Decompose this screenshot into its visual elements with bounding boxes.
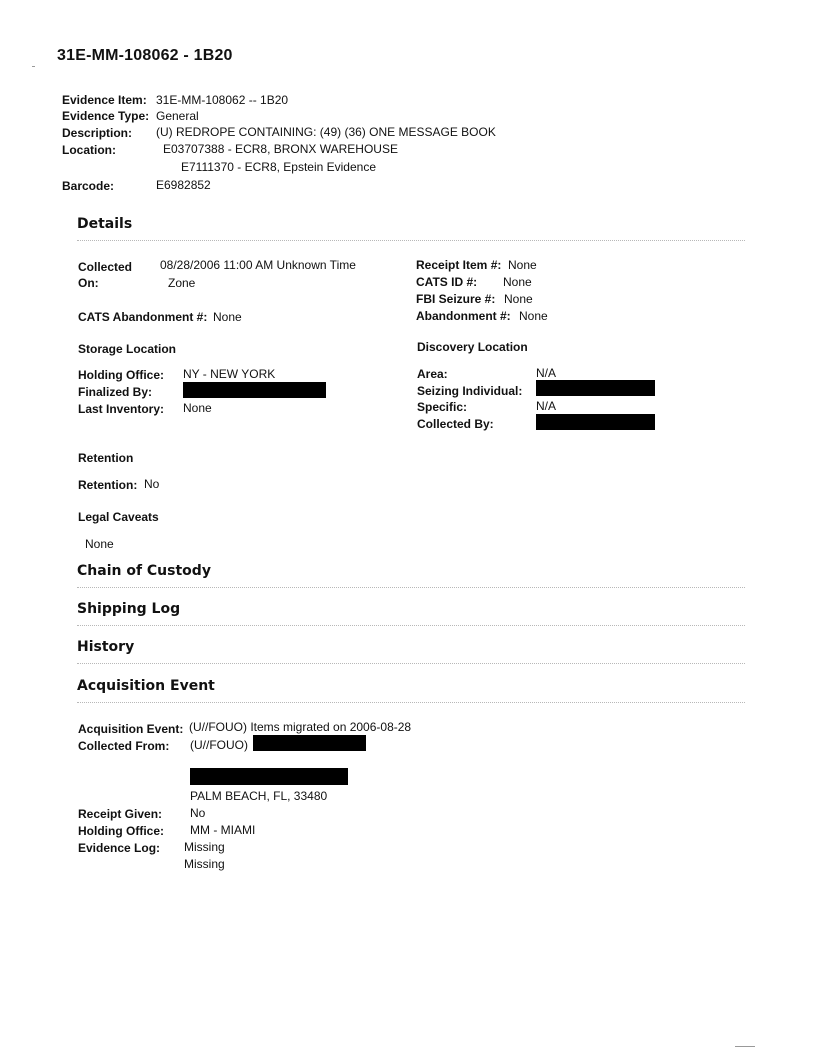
last-inventory-value: None [183,401,212,415]
acq-holding-office-label: Holding Office: [78,824,164,838]
section-divider [77,702,745,703]
retention-label: Retention: [78,478,138,492]
evidence-log-label: Evidence Log: [78,841,161,855]
details-heading: Details [77,216,133,232]
retention-value: No [144,477,160,491]
area-value: N/A [536,366,557,380]
description-value: (U) REDROPE CONTAINING: (49) (36) ONE MESSAGE BOOK [156,125,496,139]
abandonment-label: Abandonment #: [416,309,511,323]
evidence-type-value: General [156,109,199,123]
evidence-item-value: 31E-MM-108062 -- 1B20 [156,93,289,107]
location-line-1: E03707388 - ECR8, BRONX WAREHOUSE [163,142,398,156]
collected-from-city: PALM BEACH, FL, 33480 [190,789,328,803]
receipt-item-label: Receipt Item #: [416,258,502,272]
collected-on-label-1: Collected [78,260,133,274]
acq-holding-office-value: MM - MIAMI [190,823,256,837]
collected-on-label-2: On: [78,276,99,290]
barcode-label: Barcode: [62,179,115,193]
seizing-individual-label: Seizing Individual: [417,384,523,398]
location-line-2: E7111370 - ECR8, Epstein Evidence [181,160,377,174]
redaction-block [190,768,348,785]
evidence-item-label: Evidence Item: [62,93,147,107]
legal-caveats-value: None [85,537,114,551]
collected-from-value: (U//FOUO) [190,738,248,752]
section-divider [77,625,745,626]
cats-id-label: CATS ID #: [416,275,478,289]
discovery-location-heading: Discovery Location [417,340,528,354]
redaction-block [536,380,655,396]
shipping-log-heading: Shipping Log [77,601,181,617]
collected-on-value-1: 08/28/2006 11:00 AM Unknown Time [160,258,356,272]
section-divider [77,240,745,241]
redaction-block [253,735,366,751]
receipt-item-value: None [508,258,537,272]
acquisition-event-label: Acquisition Event: [78,722,184,736]
collected-from-label: Collected From: [78,739,170,753]
description-label: Description: [62,126,133,140]
evidence-log-value-2: Missing [184,857,225,871]
section-divider [77,663,745,664]
evidence-type-label: Evidence Type: [62,109,150,123]
last-inventory-label: Last Inventory: [78,402,165,416]
collected-on-value-2: Zone [168,276,196,290]
chain-of-custody-heading: Chain of Custody [77,563,211,579]
acquisition-event-heading: Acquisition Event [77,678,215,694]
specific-value: N/A [536,399,557,413]
abandonment-value: None [519,309,548,323]
holding-office-label: Holding Office: [78,368,164,382]
storage-location-heading: Storage Location [78,342,177,356]
page-title: 31E-MM-108062 - 1B20 [57,47,233,64]
cats-abandonment-value: None [213,310,242,324]
fbi-seizure-value: None [504,292,533,306]
acquisition-event-value: (U//FOUO) Items migrated on 2006-08-28 [189,720,412,734]
finalized-by-label: Finalized By: [78,385,153,399]
section-divider [77,587,745,588]
legal-caveats-heading: Legal Caveats [78,510,159,524]
location-label: Location: [62,143,116,157]
holding-office-value: NY - NEW YORK [183,367,276,381]
barcode-value: E6982852 [156,178,211,192]
scan-speck [735,1046,755,1047]
collected-by-label: Collected By: [417,417,494,431]
scan-speck [32,66,35,67]
fbi-seizure-label: FBI Seizure #: [416,292,496,306]
specific-label: Specific: [417,400,468,414]
cats-abandonment-label: CATS Abandonment #: [78,310,208,324]
evidence-log-value-1: Missing [184,840,225,854]
redaction-block [536,414,655,430]
receipt-given-label: Receipt Given: [78,807,163,821]
cats-id-value: None [503,275,532,289]
redaction-block [183,382,326,398]
history-heading: History [77,639,135,655]
receipt-given-value: No [190,806,206,820]
retention-heading: Retention [78,451,134,465]
area-label: Area: [417,367,448,381]
